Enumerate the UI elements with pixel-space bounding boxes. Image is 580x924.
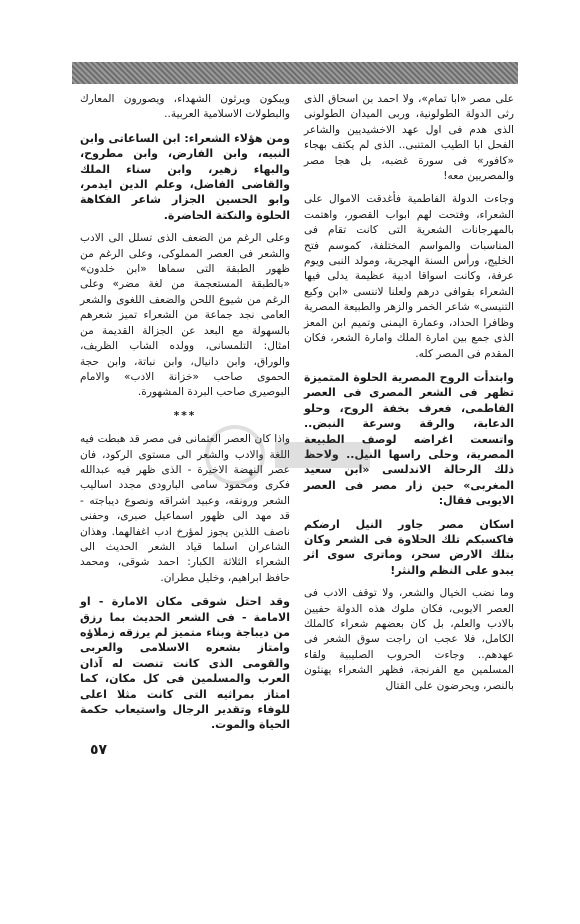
left-column — [80, 92, 290, 741]
paragraph-shawqi: وقد احتل شوقى مكان الامارة - او الامامة - فى الشعر الحديث بما رزق من ديباجة وبناء متميز لم يرزقه زملاؤه وامتاز بشعره الاسلامى والعربى والقومى الذى كانت تنصت له آذان العرب والمسلمين فى كل مكان، كما امتاز بمراثيه التى كانت مثلا اعلى للوفاء وتقدير الرجال واستيعاب حكمة الحياة والموت. — [80, 595, 290, 732]
paragraph-battles: ويبكون ويرثون الشهداء، ويصورون المعارك والبطولات الاسلامية العربية.. — [80, 93, 290, 121]
paragraph-fatimid-state: وجاءت الدولة الفاطمية فأغدقت الاموال على الشعراء، وفتحت لهم ابواب القصور، واهتمت بالمهرجانات الشعرية التى كانت تقام فى المناسبات والمواسم المختلفة، كموسم فتح الخليج، ورأس السنة الهجرية، ومولد النبى ويوم عرفة، وكانت اسواقا ادبية عظيمة يدلى فيها الشعراء بقوافى درهم ولعلنا لاننسى «ابن وكيع التنيسى» شاعر الخمر والزهر والطبيعة المصرية وظافرا الحداد، وعمارة اليمنى وتميم ابن المعز الذى جمع بين امارة الملك وامارة الشعر، فكان المقدم فى المصر كله. — [304, 193, 514, 360]
paragraph-abu-tammam: على مصر «ابا تمام»، ولا احمد بن اسحاق الذى رثى الدولة الطولونية، وربى الميدان الطولونى الذى هدم فى اول عهد الاخشيديين والشاعر الفحل ابا الطيب المتنبى.. الذى لم يكتف بهجاء «كافور» فى سورة غضبه، بل هجا مصر والمصريين معه! — [304, 93, 514, 183]
page-number: ٥٧ — [90, 742, 108, 758]
right-column — [304, 92, 514, 702]
paragraph-ottoman-era: واذا كان العصر العثمانى فى مصر قد هبطت فيه اللغة والادب والشعر الى مستوى الركود، فان عصر النهضة الاخيرة - الذى ظهر فيه عبدالله فكرى ومحمود سامى البارودى مجدد اساليب الشعر ورونقه، وعبيد اشراقه ونصوع ديباجته - قد مهد الى ظهور اسماعيل صبرى، وحفنى ناصف اللذين يجوز لمؤرخ ادب اغفالهما. وهذان الشاعران اسلما قياد الشعر الحديث الى الشعراء الثلاثة الكبار: احمد شوقى، ومحمد حافظ ابراهيم، وخليل مطران. — [80, 433, 290, 584]
section-separator: *** — [173, 409, 197, 422]
paragraph-egyptian-spirit: وابتدأت الروح المصرية الحلوة المتميزة تظهر فى الشعر المصرى فى العصر الفاطمى، فعرف بخفة الروح، وحلو الدعابة، والرقة وسرعة النبض.. واتسعت اغراضه لوصف الطبيعة المصرية، وحلى راسها النيل.. ولاحظ ذلك الرحالة الاندلسى «ابن سعيد المغربى» حين زار مصر فى العصر الايوبى فقال: — [304, 370, 514, 508]
header-bar — [72, 62, 518, 84]
paragraph-poets-list: ومن هؤلاء الشعراء: ابن الساعاتى وابن النبيه، وابن الفارض، وابن مطروح، والبهاء زهير، وابن سناء الملك والقاضى الفاضل، وعلم الدين ايدمر، وابو الحسين الجزار شاعر الفكاهة الحلوة والنكتة الحاضرة. — [80, 131, 290, 222]
verse-ibn-said: اسكان مصر جاور النيل ارضكم فاكسبكم تلك الحلاوة فى الشعر وكان بتلك الارض سحر، وماترى سوى اثر يبدو على النظم والنثر! — [304, 517, 514, 577]
paragraph-ayyubid-era: وما نضب الخيال والشعر، ولا توقف الادب فى العصر الايوبى، فكان ملوك هذه الدولة حفيين بالادب والعلم، بل كان بعضهم شعراء كالملك الكامل، فلا عجب ان راجت سوق الشعر فى عهدهم.. وجاءت الحروب الصليبية ولقاء المسلمين مع الفرنجة، فظهر الشعراء يهنئون بالنصر، ويحرضون على القتال — [304, 587, 514, 692]
paragraph-mamluk-era: وعلى الرغم من الضعف الذى تسلل الى الادب والشعر فى العصر المملوكى، وعلى الرغم من ظهور الطبقة التى سماها «ابن خلدون» «بالطبقة المستعجمة من لغة مضر» وعلى الرغم من شيوع اللحن والضعف اللغوى والشعر العامى نجد جماعة من الشعراء تميز شعرهم بالسهولة مع البعد عن الجزالة القديمة من امثال: التلمسانى، وولده الشاب الظريف، والوراق، وابن دانيال، وابن نباتة، وابن حجة الحموى صاحب «خزانة الادب» والامام البوصيرى صاحب البردة المشهورة. — [80, 232, 290, 399]
